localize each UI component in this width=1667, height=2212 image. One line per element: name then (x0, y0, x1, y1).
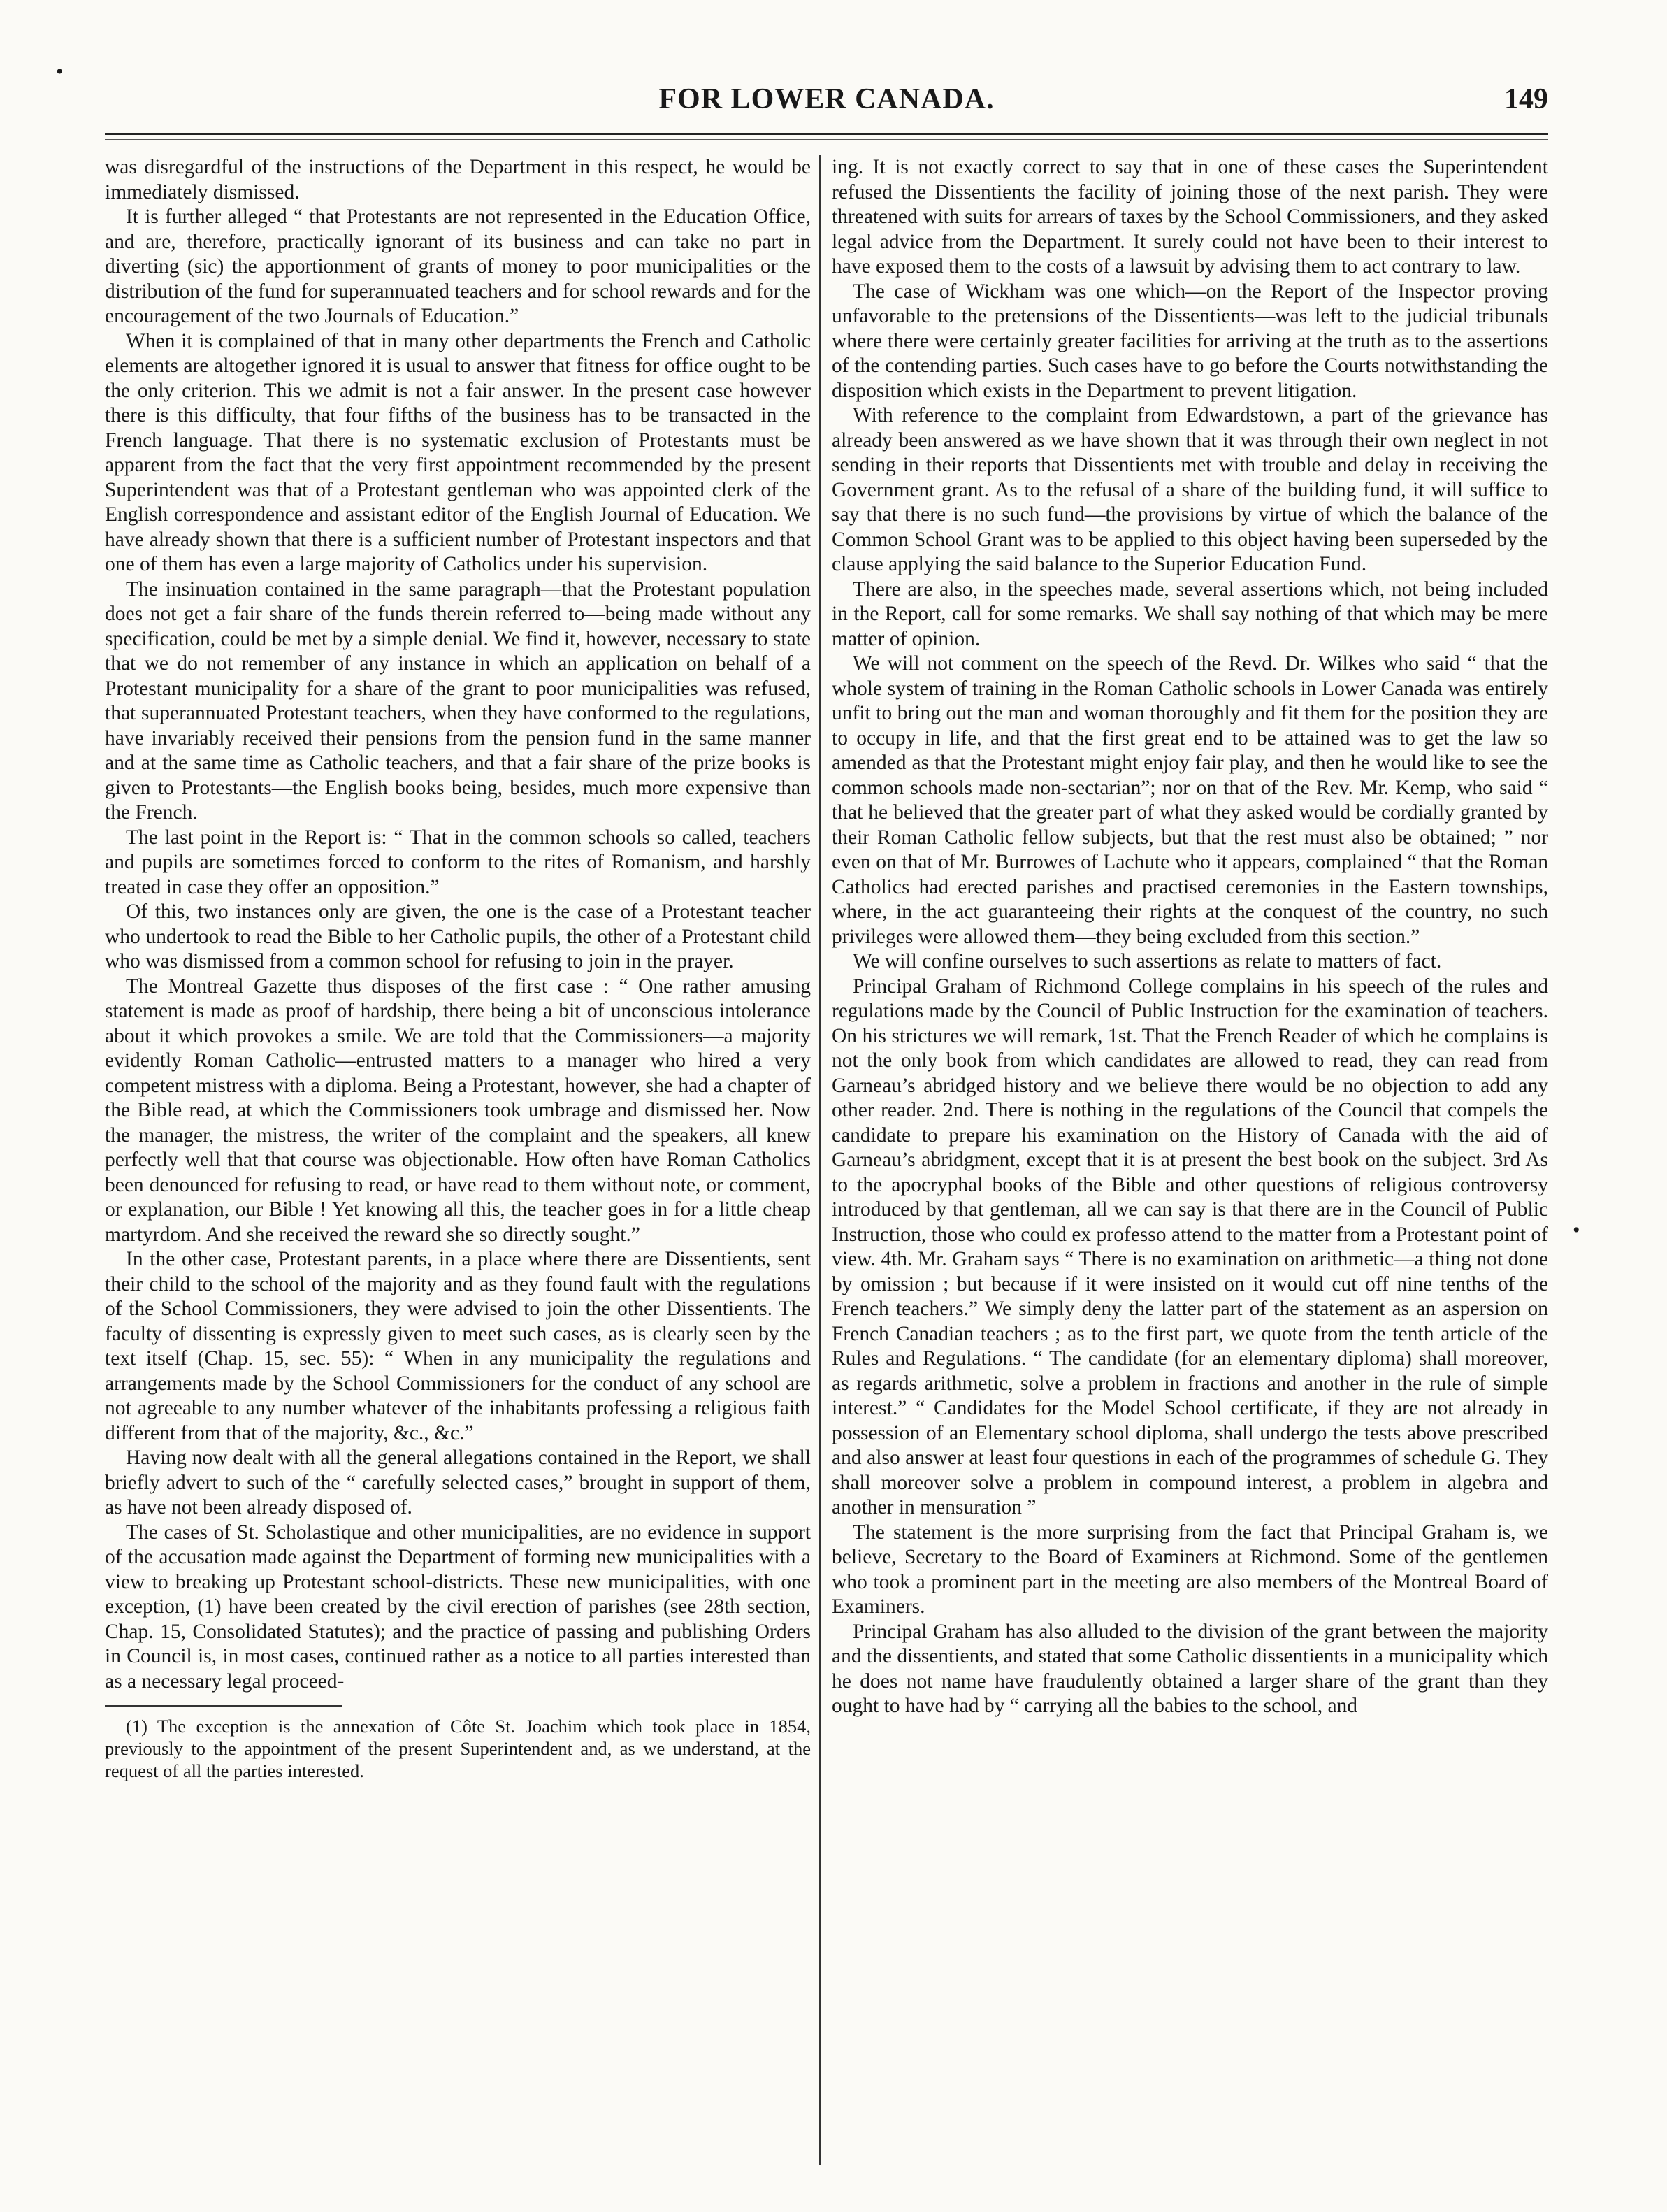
paragraph: We will not comment on the speech of the Revd. Dr. Wilkes who said “ that the whole system of training in the Roman Catholic schools in Lower Canada was entirely unfit to bring out the man and woman thoroughly and fit them for the position they are to occupy in life, and that the first great end to be attained was to get the law so amended as that the Protestant might enjoy fair play, and then he would like to see the common schools made non-sectarian”; nor on that of the Rev. Mr. Kemp, who said “ that he believed that the greater part of what they asked would be cordially granted by their Roman Catholic fellow subjects, but that the rest must also be obtained; ” nor even on that of Mr. Burrowes of Lachute who it appears, complained “ that the Roman Catholics had erected parishes and practised ceremonies in the Eastern townships, where, in the act guaranteeing their rights at the conquest of the country, no such privileges were allowed them—they being excluded from this section.” (832, 652, 1548, 948)
margin-dot: • (56, 60, 64, 83)
paragraph: Of this, two instances only are given, the one is the case of a Protestant teacher who undertook to read the Bible to her Catholic pupils, the other of a Protestant child who was dismissed from a common school for refusing to join in the prayer. (105, 900, 811, 972)
paragraph: The case of Wickham was one which—on the Report of the Inspector proving unfavorable to the pretensions of the Dissentients—was left to the judicial tribunals where there were certainly greater facilities for arriving at the truth as to the assertions of the contending parties. Such cases have to go before the Courts notwithstanding the disposition which exists in the Department to prevent litigation. (832, 280, 1548, 402)
footnote-rule (105, 1705, 342, 1707)
header-rule-thin (105, 139, 1548, 140)
paragraph: The statement is the more surprising from the fact that Principal Graham is, we believe, Secretary to the Board of Examiners at Richmond. Some of the gentlemen who took a prominent part in the meeting are also members of the Montreal Board of Examiners. (832, 1521, 1548, 1618)
paragraph: Having now dealt with all the general allegations contained in the Report, we shall briefly advert to such of the “ carefully selected cases,” brought in support of them, as have not been already disposed of. (105, 1446, 811, 1518)
page-header (105, 77, 1548, 126)
paragraph: The last point in the Report is: “ That in the common schools so called, teachers and pupils are sometimes forced to conform to the rites of Romanism, and harshly treated in case they offer an opposition.” (105, 826, 811, 898)
running-title: FOR LOWER CANADA. (658, 83, 995, 115)
paragraph: With reference to the complaint from Edwardstown, a part of the grievance has already been answered as we have shown that it was through their own neglect in not sending in their reports that Dissentients met with trouble and delay in receiving the Government grant. As to the refusal of a share of the building fund, it will suffice to say that there is no such fund—the provisions by virtue of which the balance of the Common School Grant was to be applied to this object having been superseded by the clause applying the said balance to the Superior Education Fund. (832, 404, 1548, 575)
paragraph: Principal Graham has also alluded to the division of the grant between the majority and the dissentients, and stated that some Catholic dissentients in a municipality which he does not name have fraudulently obtained a larger share of the grant than they ought to have had by “ carrying all the babies to the school, and (832, 1620, 1548, 1717)
paragraph: The insinuation contained in the same paragraph—that the Protestant population does not get a fair share of the funds therein referred to—being made without any specification, could be met by a simple denial. We find it, however, necessary to state that we do not remember of any instance in which an application on behalf of a Protestant municipality for a share of the grant to poor municipalities was refused, that superannuated Protestant teachers, when they have conformed to the regulations, have invariably received their pensions from the pension fund in the same manner and at the same time as Catholic teachers, and that a fair share of the prize books is given to Protestants—the English books being, besides, much more expensive than the French. (105, 577, 811, 824)
paragraph: Principal Graham of Richmond College complains in his speech of the rules and regulations made by the Council of Public Instruction for the examination of teachers. On his strictures we will remark, 1st. That the French Reader of which he complains is not the only book from which candidates are allowed to read, they can read from Garneau’s abridged history and we believe there would be no objection to add any other reader. 2nd. There is nothing in the regulations of the Council that compels the candidate to prepare his examination on the History of Canada with the aid of Garneau’s abridgment, except that it is at present the best book on the subject. 3rd As to the apocryphal books of the Bible and other questions of religious controversy introduced by that gentleman, all we can say is that there are in the Council of Public Instruction, those who could ex professo attend to the matter from a Protestant point of view. 4th. Mr. Graham says “ There is no examination on arithmetic—a thing not done by omission ; but because if it were insisted on it would cut off nine tenths of the French teachers.” We simply deny the latter part of the statement as an aspersion on French Canadian teachers ; as to the first part, we quote from the tenth article of the Rules and Regulations. “ The candidate (for an elementary diploma) shall moreover, as regards arithmetic, solve a problem in fractions and another in the rule of simple interest.” “ Candidates for the Model School certificate, if they are not already in possession of an Elementary school diploma, shall undergo the tests above prescribed and also answer at least four questions in each of the programmes of schedule G. They shall moreover solve a problem in compound interest, a problem in algebra and another in mensuration ” (832, 975, 1548, 1518)
paragraph: It is further alleged “ that Protestants are not represented in the Education Office, and are, therefore, practically ignorant of its business and can take no part in diverting (sic) the apportionment of grants of money to poor municipalities or the distribution of the fund for superannuated teachers and for school rewards and for the encouragement of the two Journals of Education.” (105, 206, 811, 327)
paragraph: There are also, in the speeches made, several assertions which, not being included in the Report, call for some remarks. We shall say nothing of that which may be mere matter of opinion. (832, 577, 1548, 650)
paragraph: When it is complained of that in many other departments the French and Catholic elements are altogether ignored it is usual to answer that fitness for office ought to be the only criterion. This we admit is not a fair answer. In the present case however there is this difficulty, that four fifths of the business has to be transacted in the French language. That there is no systematic exclusion of Protestants must be apparent from the fact that the very first appointment recommended by the present Superintendent was that of a Protestant gentleman who was appointed clerk of the English correspondence and assistant editor of the English Journal of Education. We have already shown that there is a sufficient number of Protestant inspectors and that one of them has even a large majority of Catholics under his supervision. (105, 329, 811, 575)
paragraph: ing. It is not exactly correct to say that in one of these cases the Superintendent refused the Dissentients the facility of joining those of the next parish. They were threatened with suits for arrears of taxes by the School Commissioners, and they asked legal advice from the Department. It surely could not have been to their interest to have exposed them to the costs of a lawsuit by advising them to act contrary to law. (832, 156, 1548, 278)
right-column (832, 155, 1548, 1719)
paragraph: In the other case, Protestant parents, in a place where there are Dissentients, sent their child to the school of the majority and as they found fault with the regulations of the School Commissioners, they were advised to join the other Dissentients. The faculty of dissenting is expressly given to meet such cases, as is clearly seen by the text itself (Chap. 15, sec. 55): “ When in any municipality the regulations and arrangements made by the School Commissioners for the conduct of any school are not agreeable to any number whatever of the inhabitants professing a religious faith different from that of the majority, &c., &c.” (105, 1248, 811, 1444)
margin-dot: • (1573, 1219, 1580, 1242)
left-column (105, 155, 811, 1782)
header-rule (105, 133, 1548, 135)
page-number: 149 (1504, 83, 1548, 115)
column-divider (819, 155, 821, 2165)
paragraph: The Montreal Gazette thus disposes of the first case : “ One rather amusing statement is made as proof of hardship, there being a bit of unconscious intolerance about it which provokes a smile. We are told that the Commissioners—a majority evidently Roman Catholic—entrusted matters to a manager who hired a very competent mistress with a diploma. Being a Protestant, however, she had a chapter of the Bible read, at which the Commissioners took umbrage and dismissed her. Now the manager, the mistress, the writer of the complaint and the speakers, all knew perfectly well that that course was objectionable. How often have Roman Catholics been denounced for refusing to read, or have read to them without note, or comment, or explanation, our Bible ! Yet knowing all this, the teacher goes in for a little cheap martyrdom. And she received the reward she so directly sought.” (105, 975, 811, 1246)
footnote: (1) The exception is the annexation of Côte St. Joachim which took place in 1854, previously to the appointment of the present Superintendent and, as we understand, at the request of all the parties interested. (105, 1716, 811, 1781)
paragraph: We will confine ourselves to such assertions as relate to matters of fact. (853, 950, 1442, 972)
paragraph: was disregardful of the instructions of the Department in this respect, he would be immediately dismissed. (105, 156, 811, 203)
paragraph: The cases of St. Scholastique and other municipalities, are no evidence in support of the accusation made against the Department of forming new municipalities with a view to breaking up Protestant school-districts. These new municipalities, with one exception, (1) have been created by the civil erection of parishes (see 28th section, Chap. 15, Consolidated Statutes); and the practice of passing and publishing Orders in Council is, in most cases, continued rather as a notice to all parties interested than as a necessary legal proceed- (105, 1521, 811, 1693)
